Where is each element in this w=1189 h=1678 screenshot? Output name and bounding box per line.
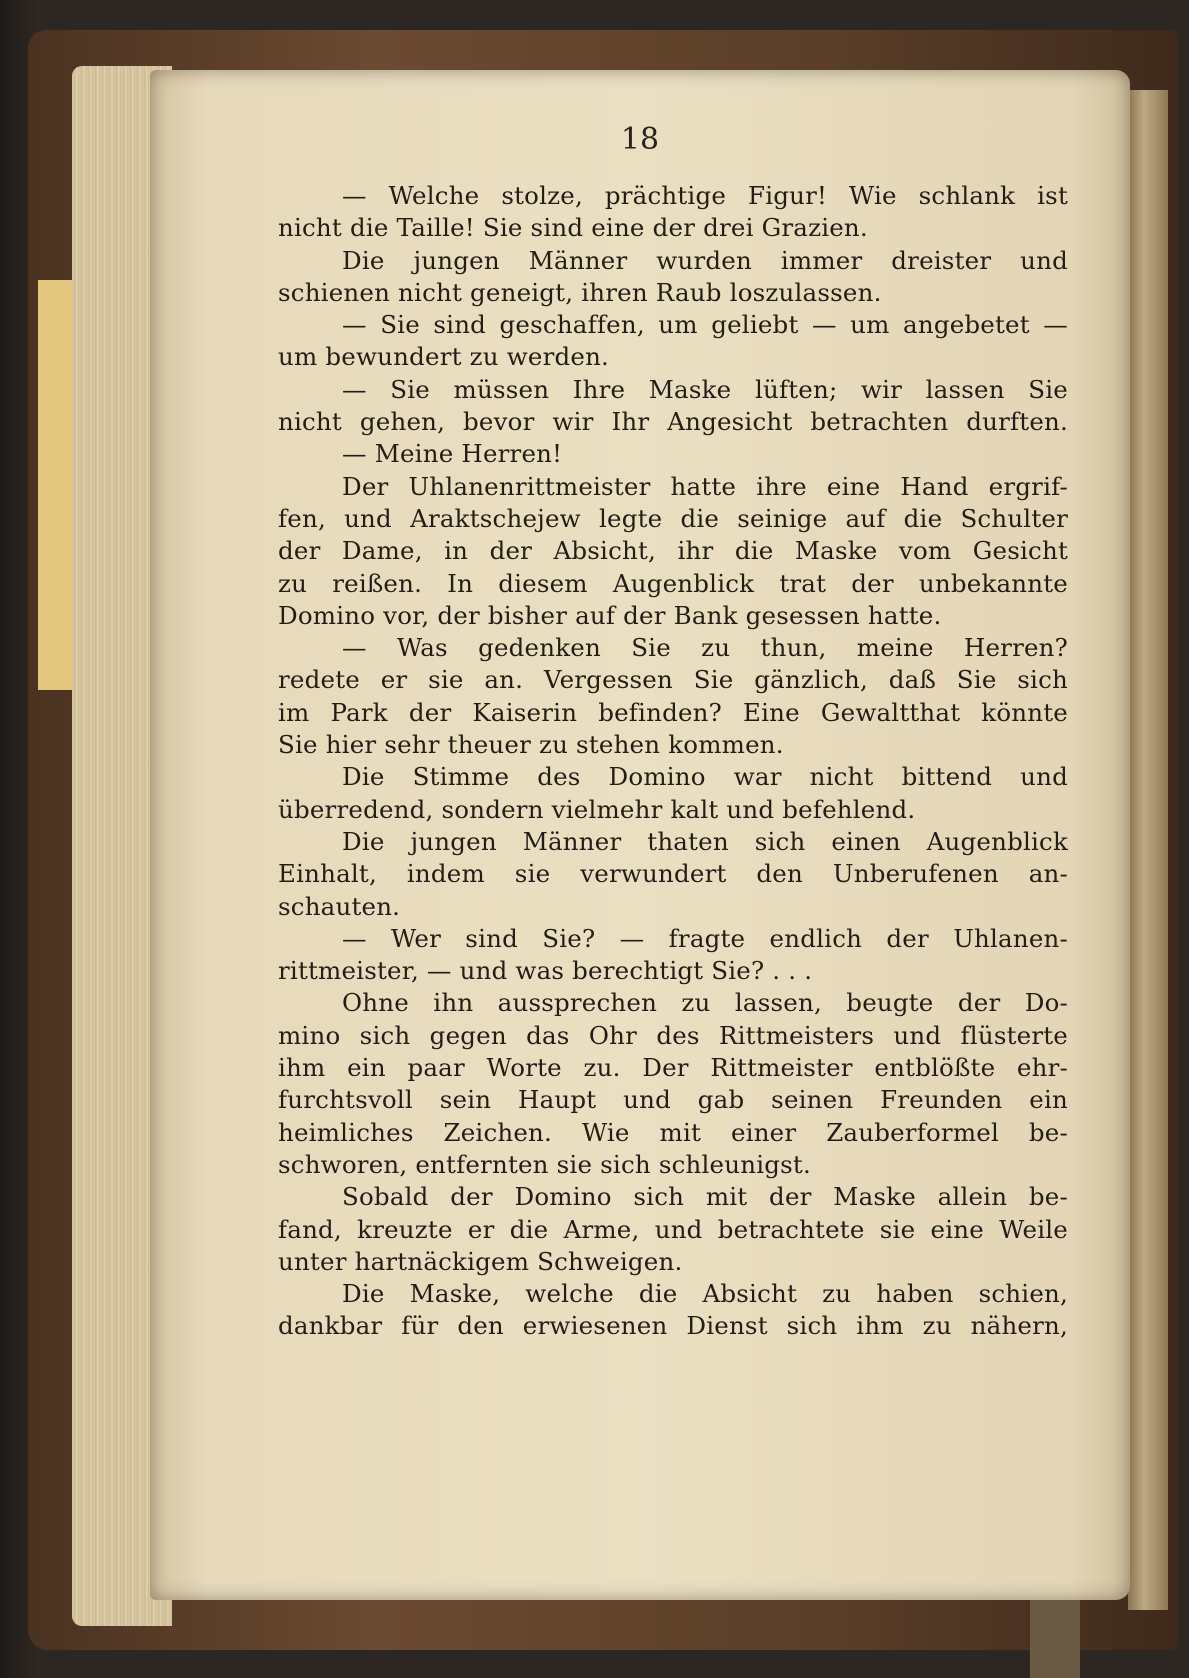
text-line: Sie hier sehr theuer zu stehen kommen.	[278, 730, 784, 760]
text-line: Einhalt, indem sie verwundert den Unberufenen an-	[278, 859, 1068, 889]
text-line: der Dame, in der Absicht, ihr die Maske vom Gesicht	[278, 536, 1068, 566]
bookmark-ribbon	[1030, 1600, 1080, 1678]
text-line: — Sie müssen Ihre Maske lüften; wir lassen Sie	[342, 374, 1068, 404]
text-line: Die Stimme des Domino war nicht bittend und	[342, 762, 1068, 792]
text-line: Sobald der Domino sich mit der Maske allein be-	[342, 1182, 1068, 1212]
text-line: fen, und Araktschejew legte die seinige auf die Schulter	[278, 503, 1068, 533]
text-line: schauten.	[278, 891, 401, 921]
text-line: im Park der Kaiserin befinden? Eine Gewaltthat könnte	[278, 697, 1068, 727]
text-line: überredend, sondern vielmehr kalt und befehlend.	[278, 794, 916, 824]
text-line: unter hartnäckigem Schweigen.	[278, 1246, 683, 1276]
text-line: Die Maske, welche die Absicht zu haben schien,	[342, 1279, 1068, 1309]
page-text	[278, 180, 1068, 1343]
text-line: um bewundert zu werden.	[278, 342, 610, 372]
text-line: schienen nicht geneigt, ihren Raub loszulassen.	[278, 277, 882, 307]
text-line: Domino vor, der bisher auf der Bank gesessen hatte.	[278, 600, 942, 630]
text-line: — Wer sind Sie? — fragte endlich der Uhlanen-	[342, 923, 1068, 953]
book-page	[150, 70, 1130, 1600]
text-line: fand, kreuzte er die Arme, und betrachtete sie eine Weile	[278, 1214, 1068, 1244]
text-line: — Was gedenken Sie zu thun, meine Herren?	[342, 633, 1068, 663]
page-number: 18	[620, 122, 660, 157]
text-line: schworen, entfernten sie sich schleunigst.	[278, 1149, 811, 1179]
text-line: Die jungen Männer thaten sich einen Augenblick	[342, 826, 1068, 856]
text-line: — Welche stolze, prächtige Figur! Wie schlank ist	[342, 181, 1068, 210]
text-line: zu reißen. In diesem Augenblick trat der unbekannte	[278, 568, 1068, 598]
text-line: — Meine Herren!	[342, 439, 563, 469]
text-line: — Sie sind geschaffen, um geliebt — um angebetet —	[342, 310, 1068, 340]
text-line: furchtsvoll sein Haupt und gab seinen Freunden ein	[278, 1085, 1068, 1115]
text-line: redete er sie an. Vergessen Sie gänzlich, daß Sie sich	[278, 665, 1068, 695]
text-line: ihm ein paar Worte zu. Der Rittmeister entblößte ehr-	[278, 1053, 1068, 1083]
text-line: rittmeister, — und was berechtigt Sie? . . .	[278, 956, 813, 986]
text-line: mino sich gegen das Ohr des Rittmeisters und flüsterte	[278, 1020, 1068, 1050]
text-line: dankbar für den erwiesenen Dienst sich ihm zu nähern,	[278, 1311, 1068, 1341]
text-line: nicht gehen, bevor wir Ihr Angesicht betrachten durften.	[278, 407, 1068, 437]
text-line: Die jungen Männer wurden immer dreister und	[342, 245, 1068, 275]
text-line: Der Uhlanenrittmeister hatte ihre eine Hand ergrif-	[342, 471, 1068, 501]
text-line: nicht die Taille! Sie sind eine der drei Grazien.	[278, 213, 868, 243]
text-line: Ohne ihn aussprechen zu lassen, beugte der Do-	[342, 988, 1068, 1018]
text-line: heimliches Zeichen. Wie mit einer Zauberformel be-	[278, 1117, 1068, 1147]
right-page-edge	[1128, 90, 1168, 1610]
